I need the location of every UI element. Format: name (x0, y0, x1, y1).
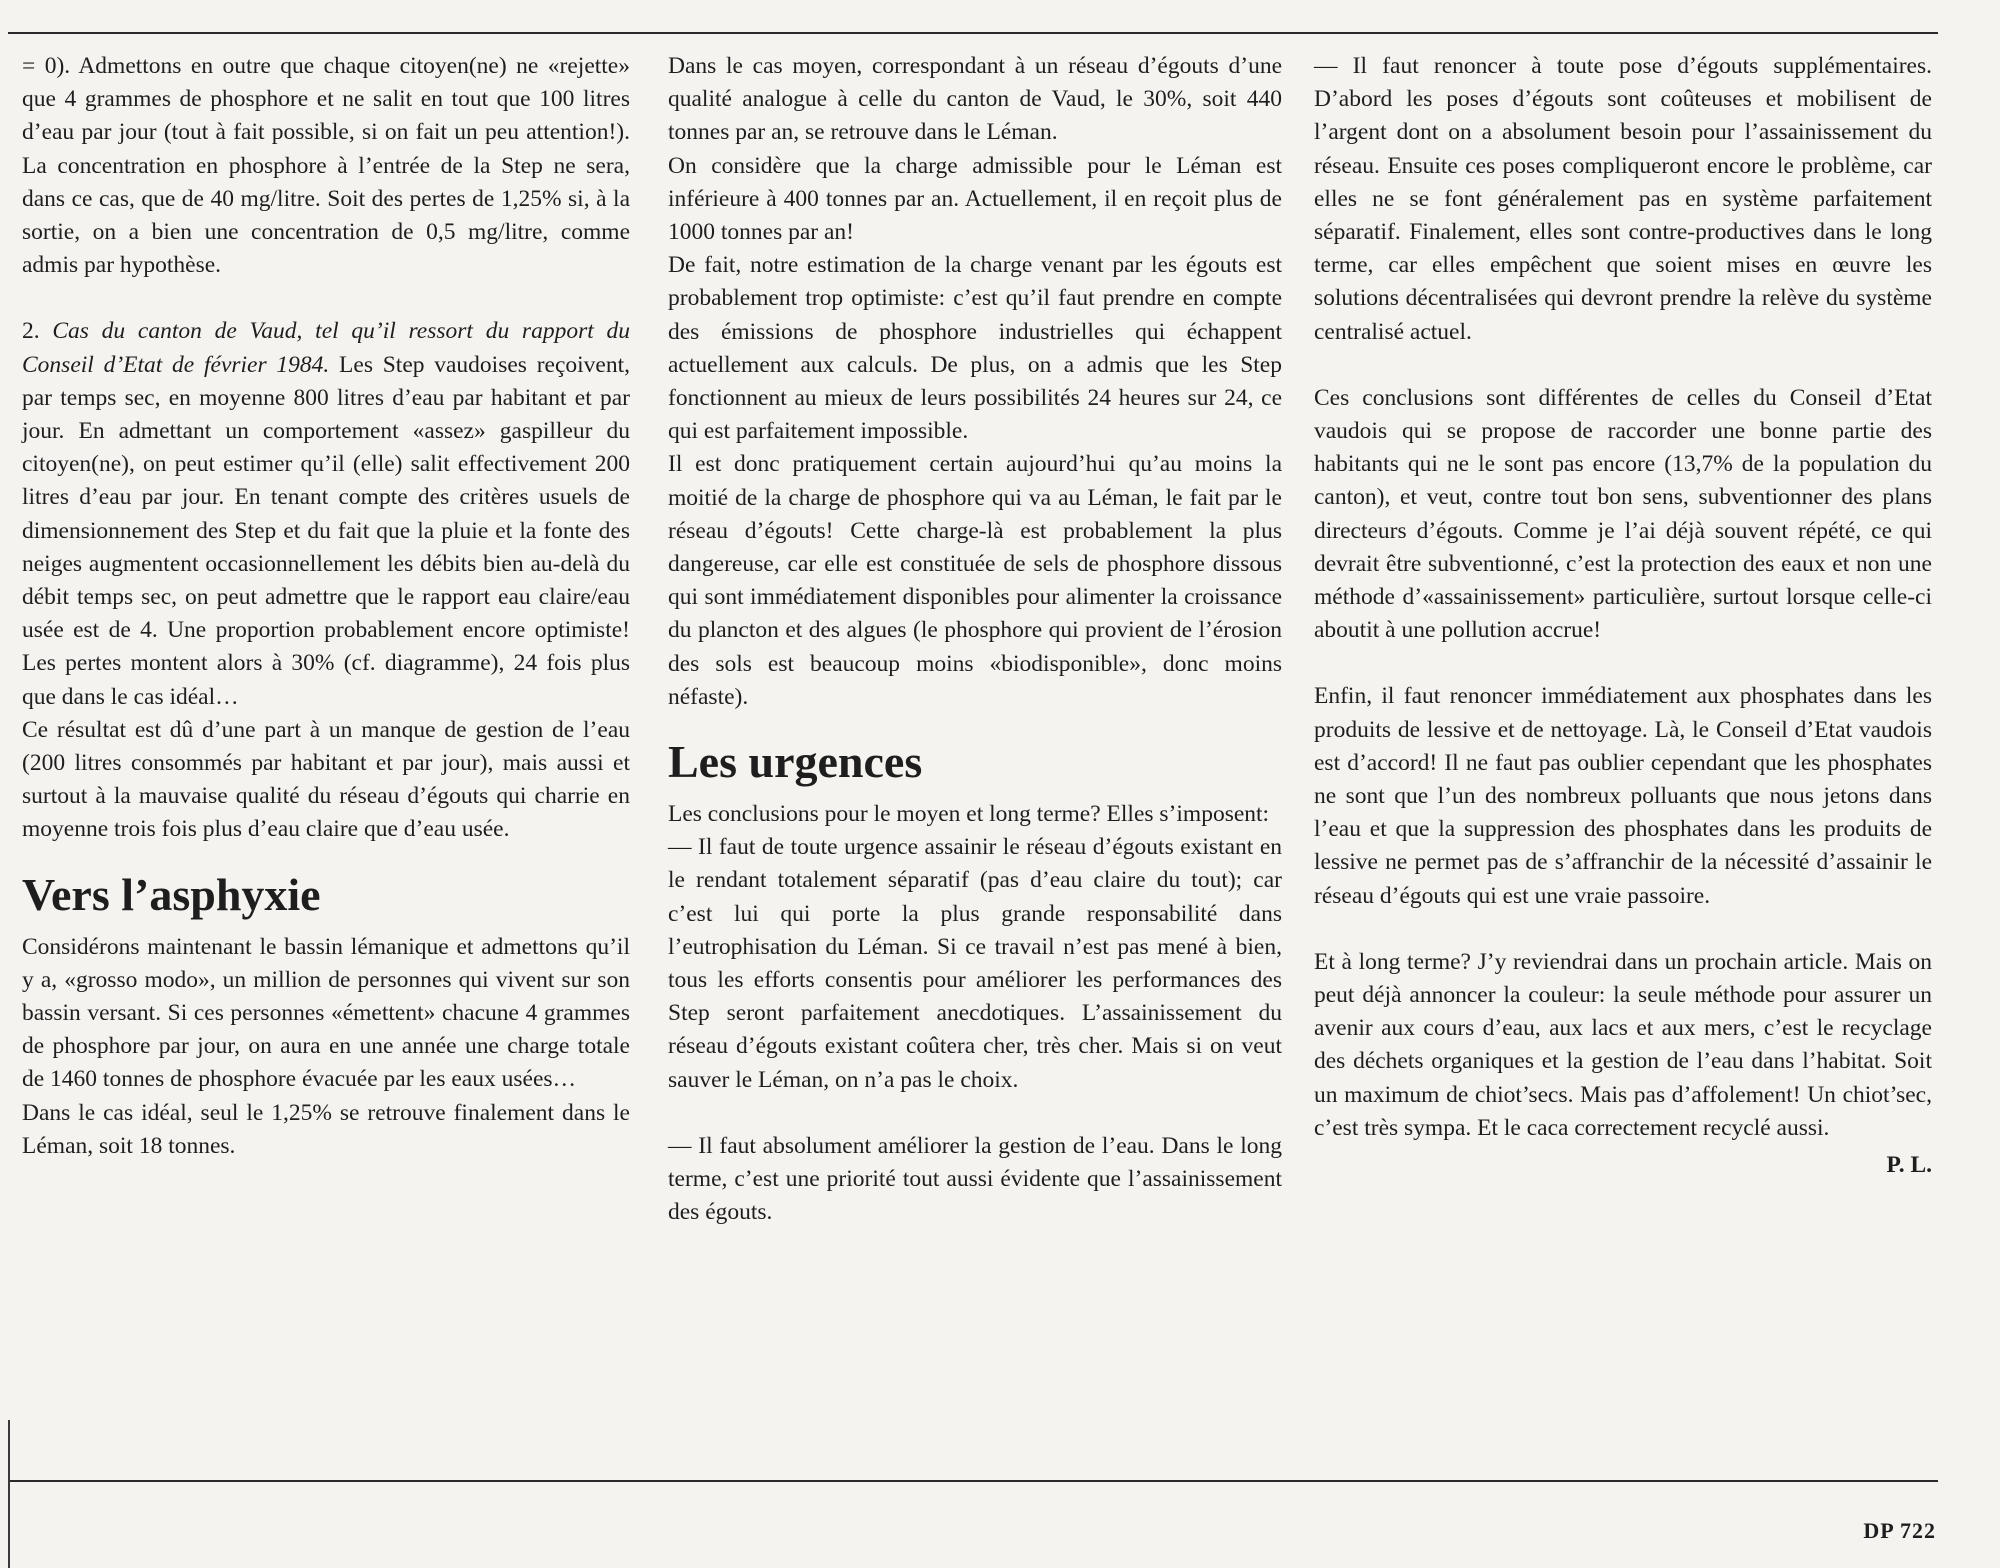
paragraph: Ce résultat est dû d’une part à un manque de gestion de l’eau (200 litres consommés par habitant et par jour), mais aussi et surtout à la mauvaise qualité du réseau d’égouts qui charrie en moyenne trois fois plus d’eau claire que d’eau usée. (22, 716, 630, 843)
paragraph: Dans le cas moyen, correspondant à un réseau d’égouts d’une qualité analogue à celle du canton de Vaud, le 30%, soit 440 tonnes par an, se retrouve dans le Léman. (668, 53, 1282, 146)
paragraph: Enfin, il faut renoncer immédiatement aux phosphates dans les produits de lessive et de nettoyage. Là, le Conseil d’Etat vaudois est d’accord! Il ne faut pas oublier cependant que les phosphates ne sont que l’un des nombreux polluants que nous jetons dans l’eau et que la suppression des phosphates dans les produits de lessive ne permet pas de s’affranchir de la nécessité d’assainir le réseau d’égouts qui est une vraie passoire. (1314, 683, 1932, 909)
heading-asphyxie: Vers l’asphyxie (22, 868, 321, 920)
paragraph: Les conclusions pour le moyen et long terme? Elles s’imposent: (668, 801, 1270, 828)
left-edge-rule (8, 1420, 10, 1568)
case-text: Les Step vaudoises reçoivent, par temps sec, en moyenne 800 litres d’eau par habitant et par jour. En admettant un comportement «assez» gaspilleur du citoyen(ne), on peut estimer qu’il (elle) salit effectivement 200 litres d’eau par jour. En tenant compte des critères usuels de dimensionnement des Step et du fait que la pluie et la fonte des neiges augmentent occasionnellement les débits bien au-delà du débit temps sec, on peut admettre que le rapport eau claire/eau usée est de 4. Une proportion probablement encore optimiste! Les pertes montent alors à 30% (cf. diagramme), 24 fois plus que dans le cas idéal… (22, 351, 630, 710)
paragraph: — Il faut de toute urgence assainir le réseau d’égouts existant en le rendant totalement séparatif (pas d’eau claire du tout); car c’est lui qui porte la plus grande responsabilité dans l’eutrophisation du Léman. Si ce travail n’est pas mené à bien, tous les efforts consentis pour améliorer les performances des Step seront parfaitement anecdotiques. L’assainissement du réseau d’égouts existant coûtera cher, très cher. Mais si on veut sauver le Léman, on n’a pas le choix. (668, 834, 1282, 1093)
paragraph: — Il faut absolument améliorer la gestion de l’eau. Dans le long terme, c’est une priorité tout aussi évidente que l’assainissement des égouts. (668, 1132, 1282, 1226)
paragraph: De fait, notre estimation de la charge venant par les égouts est probablement trop optimiste: c’est qu’il faut prendre en compte des émissions de phosphore industrielles qui échappent actuellement aux calculs. De plus, on a admis que les Step fonctionnent au mieux de leurs possibilités 24 heures sur 24, ce qui est parfaitement impossible. (668, 252, 1282, 445)
paragraph: Dans le cas idéal, seul le 1,25% se retrouve finalement dans le Léman, soit 18 tonnes. (22, 1099, 630, 1159)
paragraph-case-vaud (22, 315, 630, 713)
paragraph: Il est donc pratiquement certain aujourd’hui qu’au moins la moitié de la charge de phosphore qui va au Léman, le fait par le réseau d’égouts! Cette charge-là est probablement la plus dangereuse, car elle est constituée de sels de phosphore dissous qui sont immédiatement disponibles pour alimenter la croissance du plancton et des algues (le phosphore qui provient de l’érosion des sols est beaucoup moins «biodisponible», donc moins néfaste). (668, 451, 1282, 710)
column-2 (668, 50, 1282, 1230)
column-1 (22, 50, 630, 1163)
author-signature: P. L. (1886, 1152, 1932, 1179)
column-3 (1314, 50, 1932, 1182)
paragraph: On considère que la charge admissible pour le Léman est inférieure à 400 tonnes par an. Actuellement, il en reçoit plus de 1000 tonnes par an! (668, 152, 1282, 246)
bottom-rule (8, 1480, 1938, 1482)
top-rule (8, 32, 1938, 34)
heading-urgences: Les urgences (668, 736, 923, 788)
case-number: 2. (22, 318, 40, 345)
paragraph: = 0). Admettons en outre que chaque citoyen(ne) ne «rejette» que 4 grammes de phosphore et ne salit en tout que 100 litres d’eau par jour (tout à fait possible, si on fait un peu attention!). La concentration en phosphore à l’entrée de la Step ne sera, dans ce cas, que de 40 mg/litre. Soit des pertes de 1,25% si, à la sortie, on a bien une concentration de 0,5 mg/litre, comme admis par hypothèse. (22, 53, 630, 279)
page-footer-number: DP 722 (1863, 1518, 1936, 1543)
paragraph: — Il faut renoncer à toute pose d’égouts supplémentaires. D’abord les poses d’égouts sont coûteuses et mobilisent de l’argent dont on a absolument besoin pour l’assainissement du réseau. Ensuite ces poses compliqueront encore le problème, car elles ne se font généralement pas en système parfaitement séparatif. Finalement, elles sont contre-productives dans le long terme, car elles empêchent que soient mises en œuvre les solutions décentralisées qui devront prendre la relève du système centralisé actuel. (1314, 53, 1932, 345)
paragraph: Considérons maintenant le bassin lémanique et admettons qu’il y a, «grosso modo», un million de personnes qui vivent sur son bassin versant. Si ces personnes «émettent» chacune 4 grammes de phosphore par jour, on aura en une année une charge totale de 1460 tonnes de phosphore évacuée par les eaux usées… (22, 933, 630, 1093)
paragraph: Ces conclusions sont différentes de celles du Conseil d’Etat vaudois qui se propose de raccorder une bonne partie des habitants qui ne le sont pas encore (13,7% de la population du canton), et veut, contre tout bon sens, subventionner des plans directeurs d’égouts. Comme je l’ai déjà souvent répété, ce qui devrait être subventionné, c’est la protection des eaux et non une méthode d’«assainissement» particulière, surtout lorsque celle-ci aboutit à une pollution accrue! (1314, 384, 1932, 644)
paragraph: Et à long terme? J’y reviendrai dans un prochain article. Mais on peut déjà annoncer la couleur: la seule méthode pour assurer un avenir aux cours d’eau, aux lacs et aux mers, c’est le recyclage des déchets organiques et la gestion de l’eau dans l’habitat. Soit un maximum de chiot’secs. Mais pas d’affolement! Un chiot’sec, c’est très sympa. Et le caca correctement recyclé aussi. (1314, 948, 1932, 1141)
case-title: Cas du canton de Vaud, tel qu’il ressort du rapport du Conseil d’Etat de février 1984. (22, 318, 630, 378)
